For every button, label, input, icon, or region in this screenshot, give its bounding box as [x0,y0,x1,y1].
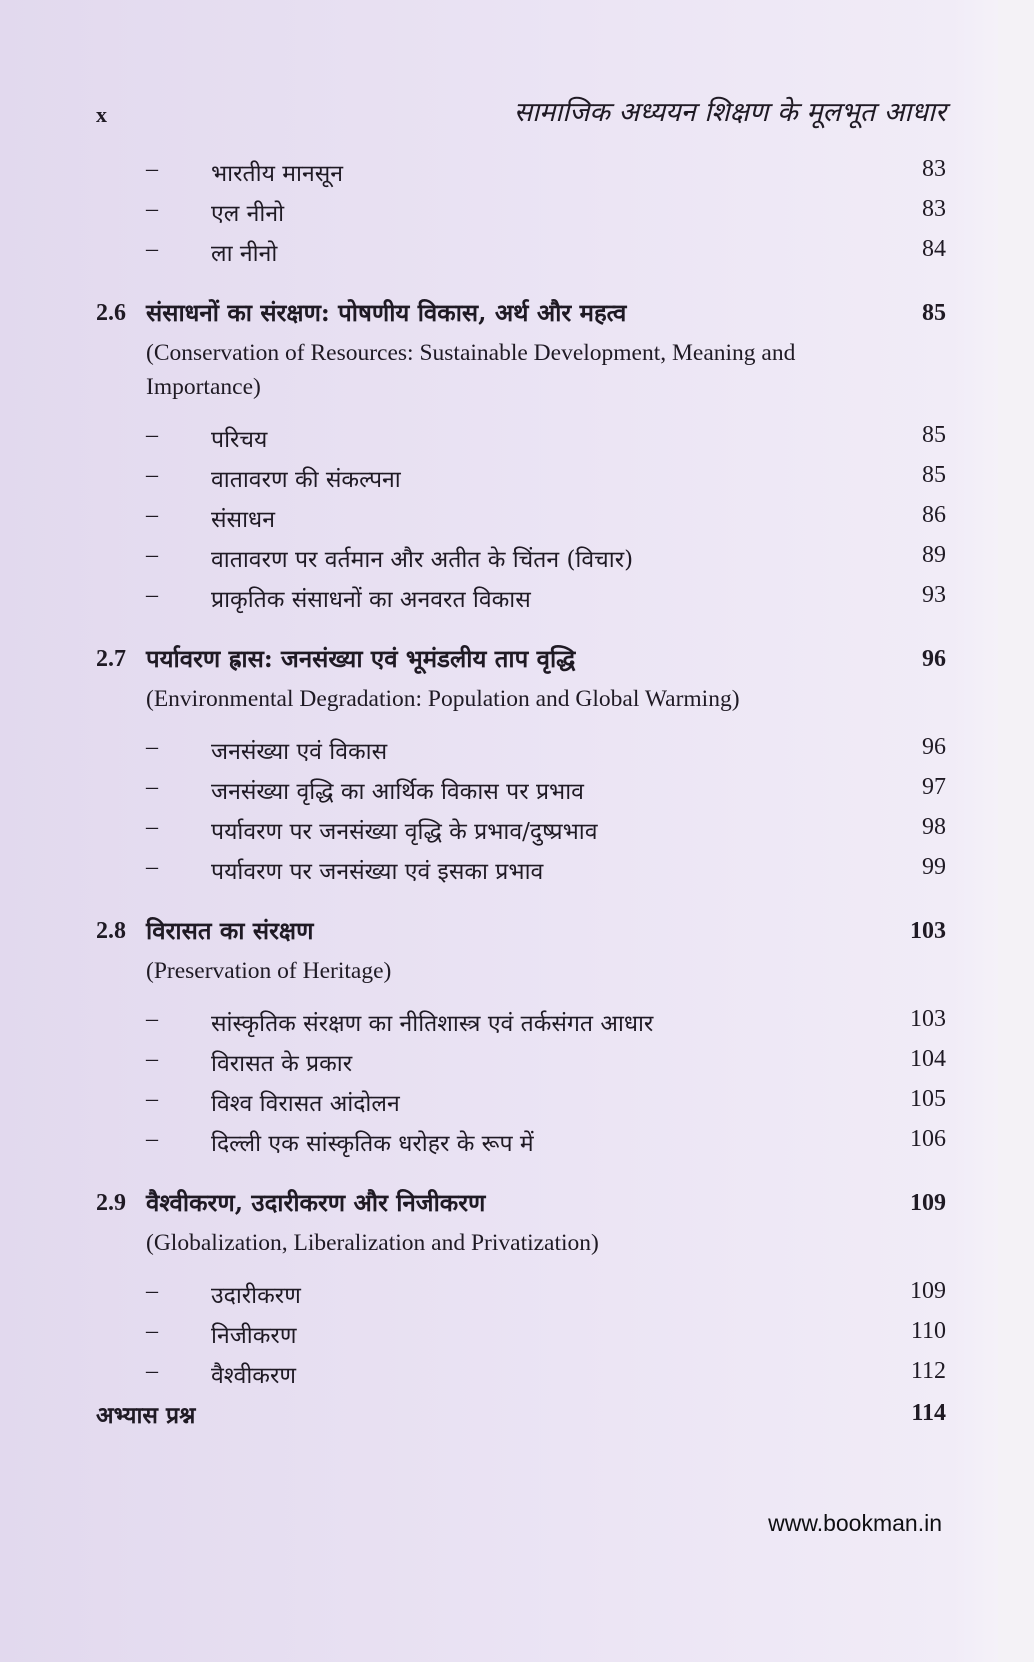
entry-dash: – [146,774,158,800]
entry-label: संसाधन [211,507,275,533]
section-page: 85 [922,300,946,326]
entry-label: परिचय [211,427,268,453]
toc-entry [96,1120,946,1160]
entry-label: भारतीय मानसून [211,161,344,187]
entry-dash: – [146,1126,158,1152]
toc-entry [96,536,946,576]
toc-entry [96,230,946,270]
entry-page: 110 [910,1318,946,1344]
entry-page: 103 [910,1006,946,1032]
entry-dash: – [146,1318,158,1344]
section-subtitle: (Globalization, Liberalization and Privatization) [146,1230,599,1256]
entry-page: 83 [922,196,946,222]
entry-dash: – [146,854,158,880]
page-number: x [96,102,107,127]
section-page: 103 [910,918,946,944]
entry-label: सांस्कृतिक संरक्षण का नीतिशास्त्र एवं तर्कसंगत आधार [211,1011,654,1037]
entry-dash: – [146,236,158,262]
section-2-9 [96,1184,946,1392]
toc-entry [96,808,946,848]
section-heading [96,912,946,954]
exercise-heading [96,1394,946,1436]
toc-entry [96,1312,946,1352]
entry-dash: – [146,196,158,222]
entry-page: 98 [922,814,946,840]
entry-dash: – [146,502,158,528]
toc-entry [96,768,946,808]
entry-dash: – [146,462,158,488]
section-title: वैश्वीकरण, उदारीकरण और निजीकरण [146,1188,486,1217]
entry-page: 99 [922,854,946,880]
entry-dash: – [146,1086,158,1112]
section-2-6 [96,294,946,616]
entry-label: निजीकरण [211,1323,297,1349]
intro-entries [96,150,946,270]
entry-dash: – [146,1046,158,1072]
entry-page: 96 [922,734,946,760]
entry-page: 106 [910,1126,946,1152]
entry-page: 93 [922,582,946,608]
exercise-title: अभ्यास प्रश्न [96,1402,196,1429]
entry-dash: – [146,734,158,760]
toc-entry [96,1272,946,1312]
section-title: पर्यावरण ह्रास: जनसंख्या एवं भूमंडलीय ताप वृद्धि [146,644,576,673]
entry-page: 104 [910,1046,946,1072]
publisher-website: www.bookman.in [768,1510,942,1536]
entry-page: 83 [922,156,946,182]
toc-entry [96,496,946,536]
toc-entry [96,416,946,456]
toc-entry [96,1040,946,1080]
entry-dash: – [146,1006,158,1032]
entry-label: दिल्ली एक सांस्कृतिक धरोहर के रूप में [211,1131,534,1157]
entry-label: उदारीकरण [211,1283,301,1309]
section-number: 2.9 [96,1190,126,1216]
section-subtitle: (Environmental Degradation: Population and Global Warming) [146,686,740,712]
section-number: 2.6 [96,300,126,326]
entry-label: प्राकृतिक संसाधनों का अनवरत विकास [211,587,531,613]
page-edge [998,0,1034,1662]
book-title: सामाजिक अध्ययन शिक्षण के मूलभूत आधार [513,97,946,128]
section-subtitle: (Conservation of Resources: Sustainable Development, Meaning and Importance) [146,340,796,400]
section-number: 2.8 [96,918,126,944]
entry-dash: – [146,582,158,608]
entry-label: पर्यावरण पर जनसंख्या वृद्धि के प्रभाव/दुष्प्रभाव [211,819,598,845]
entry-page: 97 [922,774,946,800]
toc-entry [96,576,946,616]
toc-entry [96,190,946,230]
section-page: 96 [922,646,946,672]
section-2-8 [96,912,946,1160]
entry-dash: – [146,814,158,840]
section-title: विरासत का संरक्षण [146,916,314,945]
toc-entry [96,848,946,888]
entry-page: 109 [910,1278,946,1304]
toc-entry [96,150,946,190]
section-subtitle: (Preservation of Heritage) [146,958,392,984]
entry-dash: – [146,422,158,448]
section-heading [96,294,946,336]
entry-label: एल नीनो [211,201,285,227]
entry-label: विरासत के प्रकार [211,1051,353,1077]
toc-entry [96,456,946,496]
entry-label: ला नीनो [211,241,278,267]
entry-page: 85 [922,422,946,448]
entry-label: जनसंख्या एवं विकास [211,739,388,765]
section-heading [96,640,946,682]
entry-page: 89 [922,542,946,568]
entry-label: वातावरण पर वर्तमान और अतीत के चिंतन (विचार) [211,547,634,573]
entry-label: पर्यावरण पर जनसंख्या एवं इसका प्रभाव [211,859,544,885]
entry-label: वैश्वीकरण [211,1363,297,1389]
section-number: 2.7 [96,646,126,672]
entry-page: 105 [910,1086,946,1112]
entry-dash: – [146,542,158,568]
toc-entry [96,728,946,768]
entry-page: 112 [910,1358,946,1384]
section-page: 109 [910,1190,946,1216]
exercise-page: 114 [911,1400,946,1426]
entry-label: वातावरण की संकल्पना [211,467,401,493]
entry-page: 85 [922,462,946,488]
entry-page: 84 [922,236,946,262]
running-header [96,92,946,136]
entry-dash: – [146,1278,158,1304]
section-title: संसाधनों का संरक्षण: पोषणीय विकास, अर्थ और महत्व [146,298,627,327]
toc-entry [96,1080,946,1120]
entry-dash: – [146,1358,158,1384]
entry-label: जनसंख्या वृद्धि का आर्थिक विकास पर प्रभाव [211,779,584,805]
entry-label: विश्व विरासत आंदोलन [211,1091,400,1117]
table-of-contents [96,150,946,1436]
toc-entry [96,1352,946,1392]
toc-entry [96,1000,946,1040]
entry-dash: – [146,156,158,182]
section-heading [96,1184,946,1226]
section-2-7 [96,640,946,888]
entry-page: 86 [922,502,946,528]
